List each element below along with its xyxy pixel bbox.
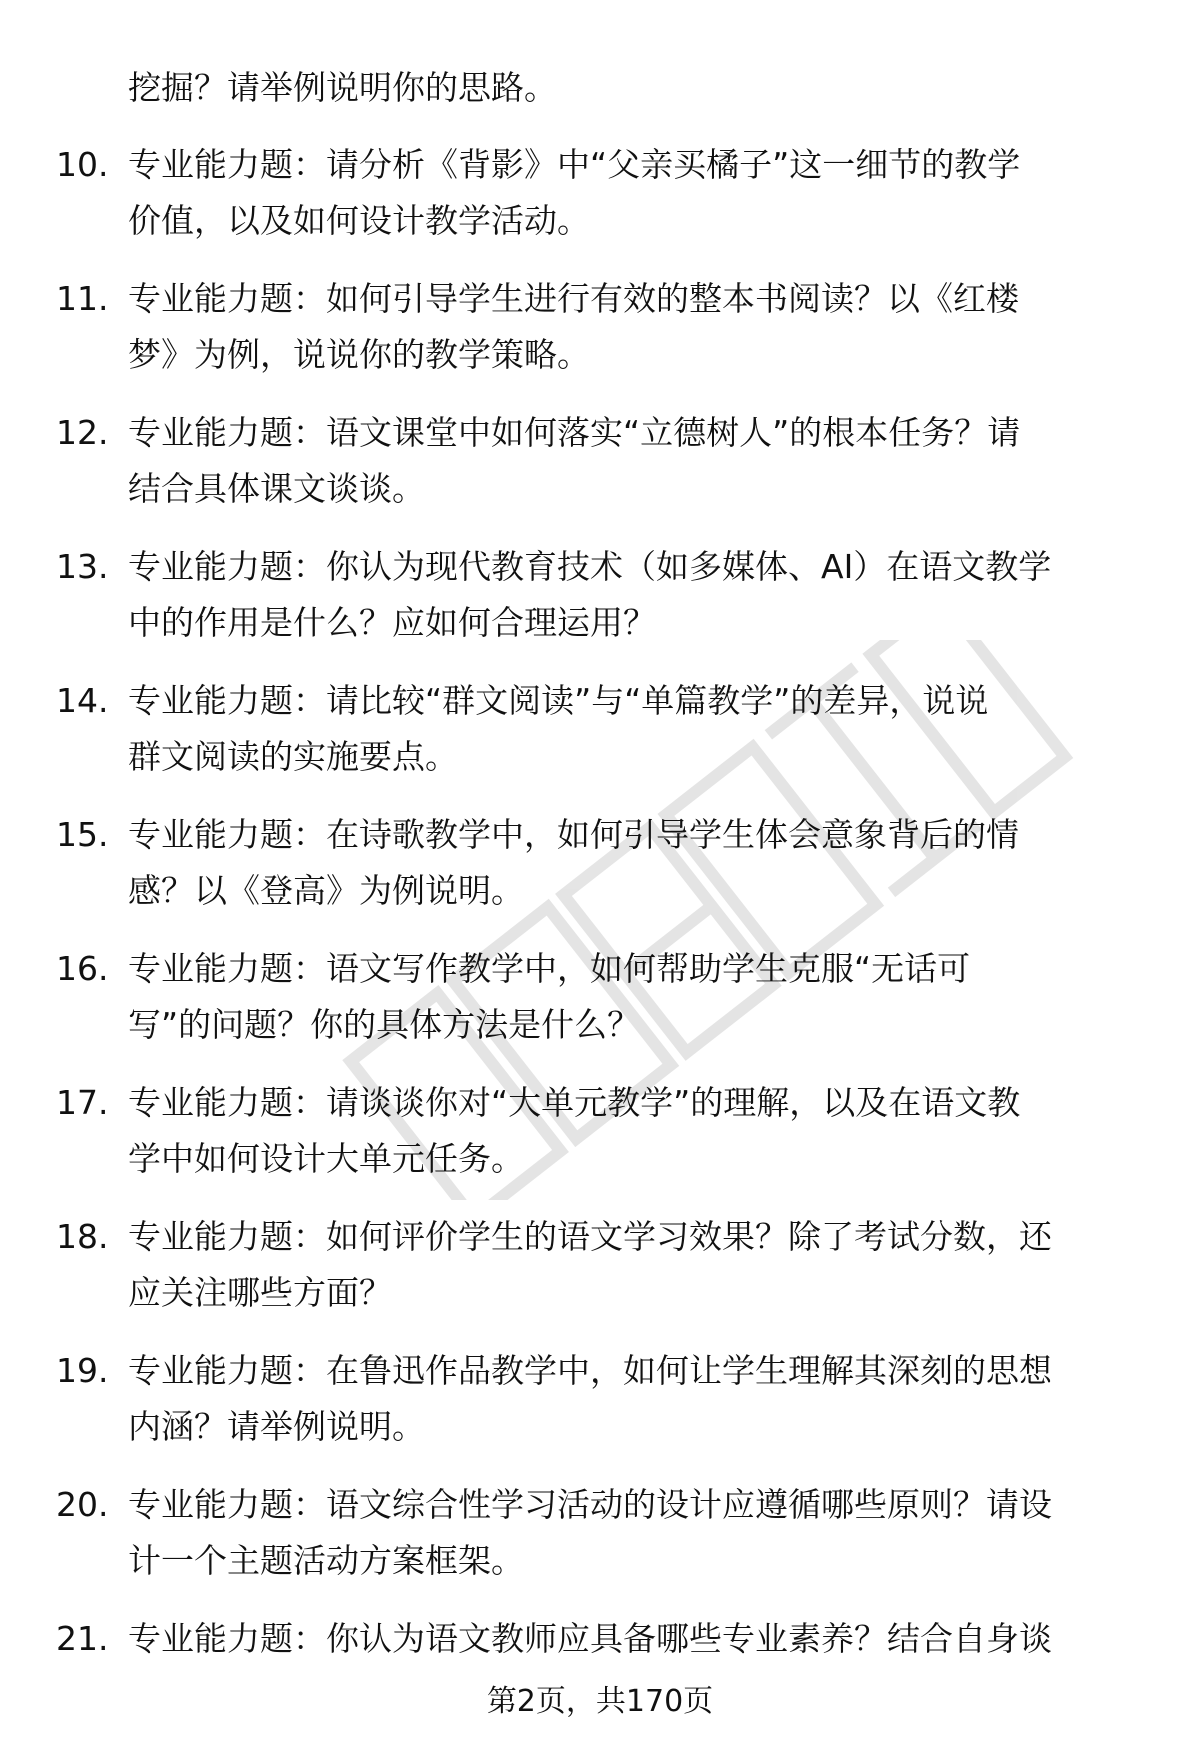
question-line: 计一个主题活动方案框架。 [128, 1541, 524, 1580]
question-item [0, 1477, 1200, 1611]
question-text [128, 673, 1138, 785]
question-item [0, 405, 1200, 539]
question-text [128, 1343, 1138, 1455]
question-number: 19. [56, 1351, 109, 1390]
question-line: 内涵？请举例说明。 [128, 1407, 425, 1446]
question-line: 中的作用是什么？应如何合理运用？ [128, 603, 656, 642]
question-line: 专业能力题：请分析《背影》中“父亲买橘子”这一细节的教学 [128, 145, 1021, 184]
question-text [128, 137, 1138, 249]
question-line: 专业能力题：语文综合性学习活动的设计应遵循哪些原则？请设 [128, 1485, 1052, 1524]
question-line: 专业能力题：在鲁迅作品教学中，如何让学生理解其深刻的思想 [128, 1351, 1052, 1390]
question-number: 14. [56, 681, 109, 720]
question-text [128, 941, 1138, 1053]
question-line: 专业能力题：请谈谈你对“大单元教学”的理解，以及在语文教 [128, 1083, 1021, 1122]
question-list [0, 137, 1200, 1745]
question-line: 结合具体课文谈谈。 [128, 469, 425, 508]
question-number: 16. [56, 949, 109, 988]
question-number: 13. [56, 547, 109, 586]
question-line: 学中如何设计大单元任务。 [128, 1139, 524, 1178]
question-line: 专业能力题：如何引导学生进行有效的整本书阅读？以《红楼 [128, 279, 1019, 318]
question-item [0, 673, 1200, 807]
question-line: 感？以《登高》为例说明。 [128, 871, 524, 910]
question-line: 应关注哪些方面？ [128, 1273, 392, 1312]
question-line: 专业能力题：语文课堂中如何落实“立德树人”的根本任务？请 [128, 413, 1021, 452]
question-item [0, 1209, 1200, 1343]
question-line: 梦》为例，说说你的教学策略。 [128, 335, 590, 374]
question-item [0, 271, 1200, 405]
question-item [0, 539, 1200, 673]
question-number: 15. [56, 815, 109, 854]
question-text [128, 405, 1138, 517]
question-number: 21. [56, 1619, 109, 1658]
question-number: 20. [56, 1485, 109, 1524]
question-text [128, 1075, 1138, 1187]
question-item [0, 1611, 1200, 1745]
question-item [0, 1343, 1200, 1477]
continuation-line: 挖掘？请举例说明你的思路。 [128, 68, 557, 107]
question-number: 17. [56, 1083, 109, 1122]
question-number: 12. [56, 413, 109, 452]
question-number: 10. [56, 145, 109, 184]
question-item [0, 1075, 1200, 1209]
question-item [0, 137, 1200, 271]
question-line: 专业能力题：你认为语文教师应具备哪些专业素养？结合自身谈 [128, 1619, 1052, 1658]
question-line: 群文阅读的实施要点。 [128, 737, 458, 776]
question-text [128, 1477, 1138, 1589]
question-text [128, 807, 1138, 919]
question-text [128, 271, 1138, 383]
question-line: 专业能力题：你认为现代教育技术（如多媒体、AI）在语文教学 [128, 547, 1052, 586]
question-number: 18. [56, 1217, 109, 1256]
question-item [0, 941, 1200, 1075]
question-line: 专业能力题：语文写作教学中，如何帮助学生克服“无话可 [128, 949, 971, 988]
question-line: 专业能力题：请比较“群文阅读”与“单篇教学”的差异，说说 [128, 681, 989, 720]
question-number: 11. [56, 279, 109, 318]
page-footer: 第2页，共170页 [486, 1684, 714, 1719]
question-text [128, 539, 1138, 651]
question-item [0, 807, 1200, 941]
question-line: 专业能力题：在诗歌教学中，如何引导学生体会意象背后的情 [128, 815, 1019, 854]
question-line: 专业能力题：如何评价学生的语文学习效果？除了考试分数，还 [128, 1217, 1052, 1256]
question-line: 写”的问题？你的具体方法是什么？ [128, 1005, 641, 1044]
question-text [128, 1209, 1138, 1321]
question-line: 价值，以及如何设计教学活动。 [128, 201, 590, 240]
question-text [128, 1611, 1138, 1667]
